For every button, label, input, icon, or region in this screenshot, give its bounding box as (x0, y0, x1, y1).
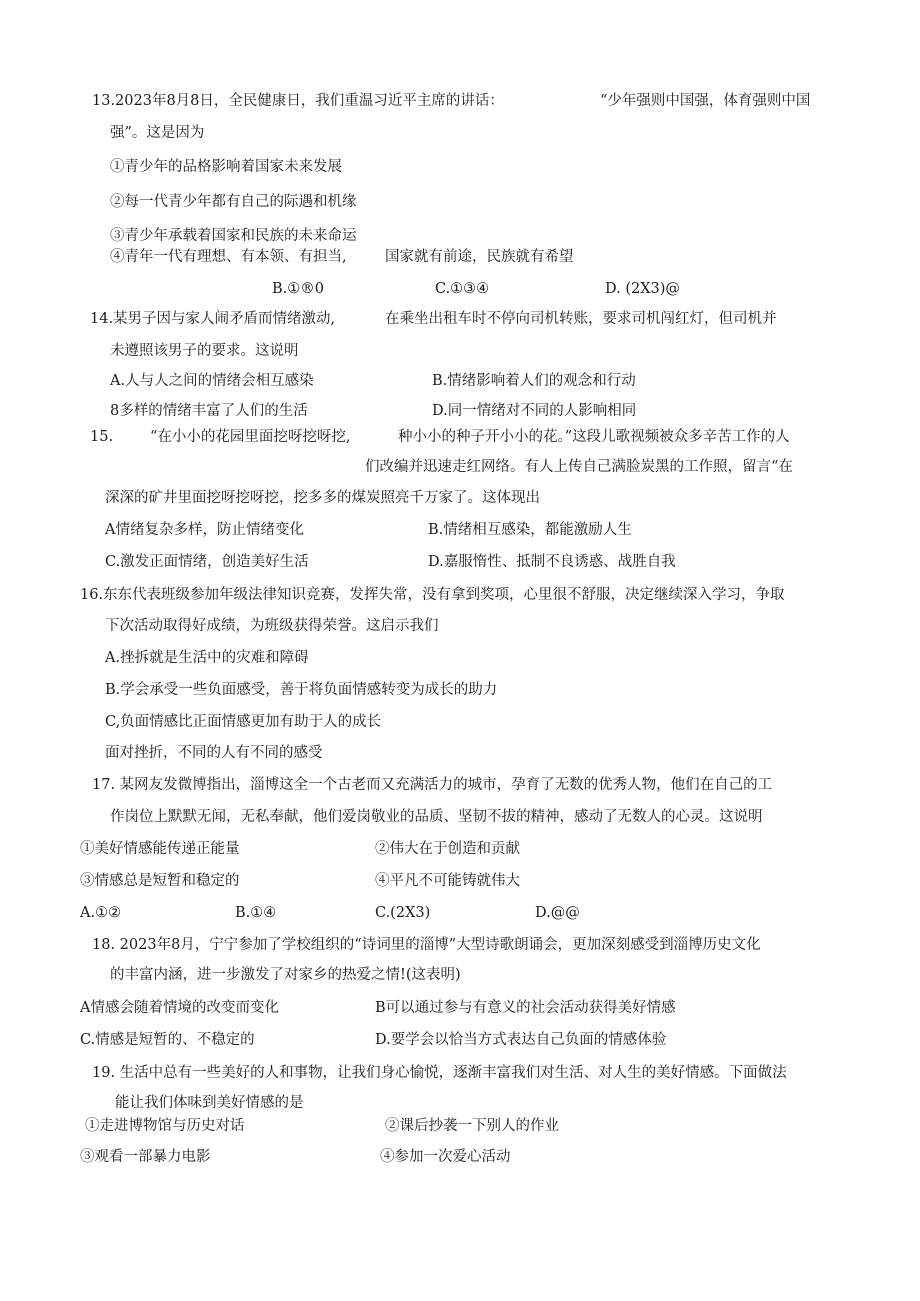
q14-stem-part3: 未遵照该男子的要求。这说明 (110, 343, 299, 359)
q13-item-4-part1: ④青年一代有理想、有本领、有担当, (110, 249, 347, 265)
q14-option-b: B.情绪影响着人们的观念和行动 (432, 373, 636, 389)
q17-item-4: ④平凡不可能铸就伟大 (375, 873, 520, 889)
q16-option-a: A.挫拆就是生活中的灾难和障碍 (105, 650, 309, 666)
q18-stem-part1: 18. 2023年8月，宁宁参加了学校组织的“诗词里的淄博”大型诗歌朗诵会，更加深刻感受到淄博历史文化 (92, 937, 761, 953)
q19-stem-part2: 能让我们体味到美好情感的是 (115, 1095, 304, 1111)
q13-stem-part1: 13.2023年8月8日，全民健康日，我们重温习近平主席的讲话： (92, 93, 504, 109)
q13-item-4-part2: 国家就有前途，民族就有希望 (385, 249, 574, 265)
q19-item-1: ①走进博物馆与历史对话 (85, 1118, 245, 1134)
q19-stem-part1: 19. 生活中总有一些美好的人和事物，让我们身心愉悦，逐渐丰富我们对生活、对人生的美好情感。下面做法 (92, 1065, 787, 1081)
q17-option-b: B.①④ (235, 905, 277, 921)
q17-option-a: A.①② (80, 905, 122, 921)
q17-stem-part2: 作岗位上默默无闻，无私奉献，他们爱岗敬业的品质、坚韧不拔的精神，感动了无数人的心灵。这说明 (110, 809, 763, 825)
q15-stem-part2: 种小小的种子开小小的花。”这段儿歌视频被众多辛苦工作的人 (398, 429, 790, 445)
q14-option-a: A.人与人之间的情绪会相互感染 (110, 373, 314, 389)
q16-stem-part1: 16.东东代表班级参加年级法律知识竞赛，发挥失常，没有拿到奖项，心里很不舒服，决定继续深入学习，争取 (80, 587, 785, 603)
q17-option-d: D.@@ (535, 905, 580, 921)
q13-option-c: C.①③④ (435, 281, 490, 297)
q15-option-d: D.嘉服惰性、抵制不良诱惑、战胜自我 (428, 554, 676, 570)
q15-stem-part1: “在小小的花园里面挖呀挖呀挖, (150, 429, 351, 445)
q18-stem-part2: 的丰富内涵，进一步激发了对家乡的热爱之情!(这表明) (110, 967, 461, 983)
q16-option-d: 面对挫折，不同的人有不同的感受 (105, 745, 323, 761)
q19-item-4: ④参加一次爱心活动 (380, 1149, 511, 1165)
q17-option-c: C.(2X3) (375, 905, 431, 921)
q15-number: 15. (90, 429, 114, 445)
q13-item-2: ②每一代青少年都有自己的际遇和机缘 (110, 194, 357, 210)
q16-option-b: B.学会承受一些负面感受，善于将负面情感转变为成长的助力 (105, 682, 498, 698)
q15-option-b: B.情绪相互感染，都能激励人生 (428, 522, 632, 538)
q13-stem-part2: “少年强则中国强，体育强则中国 (600, 93, 811, 109)
q15-stem-part3: 们改编并迅速走红网络。有人上传自己满脸炭黑的工作照，留言“在 (365, 459, 793, 475)
q18-option-c: C.情感是短暂的、不稳定的 (80, 1032, 255, 1048)
q14-stem-part1: 14.某男子因与家人闹矛盾而情绪激动, (90, 311, 336, 327)
q13-option-b: B.①®0 (272, 281, 324, 297)
q18-option-a: A情感会随着情境的改变而变化 (80, 1000, 279, 1016)
q15-stem-part4: 深深的矿井里面挖呀挖呀挖，挖多多的煤炭照亮千万家了。这体现出 (105, 490, 540, 506)
q18-option-d: D.要学会以恰当方式表达自己负面的情感体验 (375, 1032, 667, 1048)
q17-item-2: ②伟大在于创造和贡献 (375, 841, 520, 857)
q16-stem-part2: 下次活动取得好成绩，为班级获得荣誉。这启示我们 (105, 618, 439, 634)
q17-stem-part1: 17. 某网友发微博指出，淄博这全一个古老而又充满活力的城市，孕育了无数的优秀人物，他们在自己的工 (92, 777, 773, 793)
q13-item-1: ①青少年的品格影响着国家未来发展 (110, 159, 342, 175)
q19-item-3: ③观看一部暴力电影 (80, 1149, 211, 1165)
q19-item-2: ②课后抄袭一下别人的作业 (385, 1118, 559, 1134)
q17-item-1: ①美好情感能传递正能量 (80, 841, 240, 857)
q16-option-c: C,负面情感比正面情感更加有助于人的成长 (105, 714, 382, 730)
q15-option-a: A情绪复杂多样，防止情绪变化 (105, 522, 304, 538)
q17-item-3: ③情感总是短暂和稳定的 (80, 873, 240, 889)
q13-stem-part3: 强”。这是因为 (110, 125, 205, 141)
q18-option-b: B可以通过参与有意义的社会活动获得美好情感 (375, 1000, 676, 1016)
q13-item-3: ③青少年承载着国家和民族的未来命运 (110, 228, 357, 244)
q14-option-c: 8多样的情绪丰富了人们的生活 (110, 403, 308, 419)
q14-option-d: D.同一情绪对不同的人影响相同 (432, 403, 637, 419)
q13-option-d: D. (2X3)@ (605, 281, 680, 297)
q15-option-c: C.激发正面情绪，创造美好生活 (105, 554, 309, 570)
q14-stem-part2: 在乘坐出租车时不停向司机转账，要求司机闯红灯，但司机并 (385, 311, 777, 327)
